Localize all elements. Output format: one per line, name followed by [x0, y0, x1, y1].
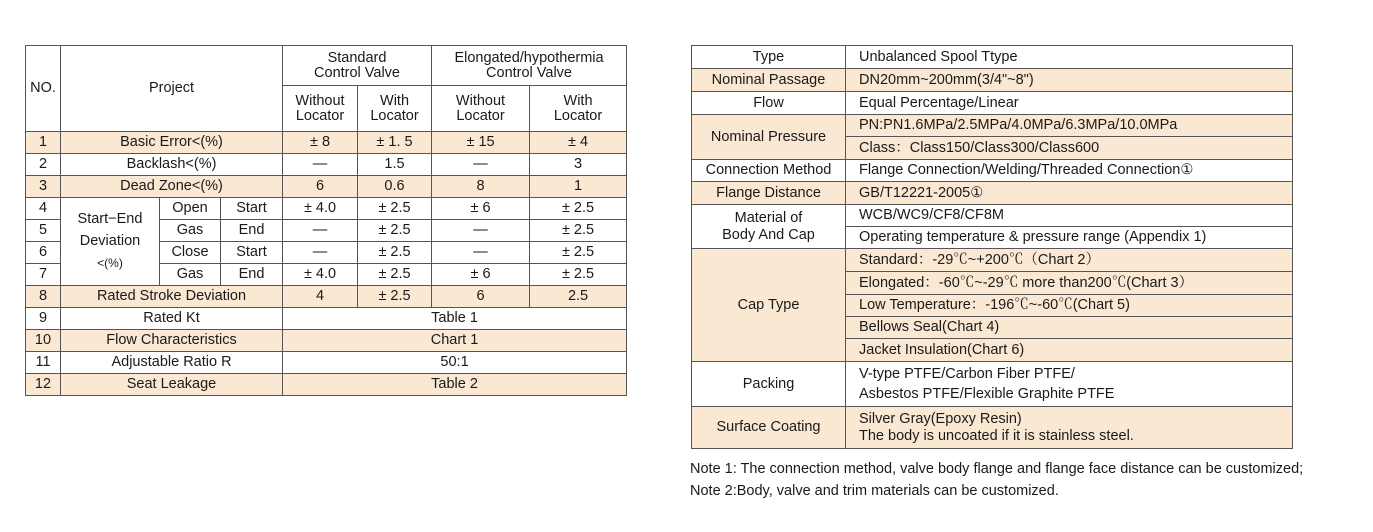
cell-value: ± 2.5 — [358, 198, 432, 220]
header-with-locator: With Locator — [358, 86, 432, 132]
deviation-type: Gas — [160, 220, 221, 242]
header-no: NO. — [26, 46, 61, 132]
spec-row-flange-distance — [692, 182, 1293, 205]
cell-value: ± 6 — [432, 198, 530, 220]
cell-value: ± 2.5 — [358, 220, 432, 242]
cell-value: 4 — [283, 286, 358, 308]
spec-label: Nominal Pressure — [692, 115, 846, 160]
row-project: Dead Zone<(%) — [61, 176, 283, 198]
row-number: 8 — [26, 286, 61, 308]
cell-value: ± 4 — [530, 132, 627, 154]
cell-value: 8 — [432, 176, 530, 198]
header-without-locator: Without Locator — [432, 86, 530, 132]
notes — [690, 458, 1303, 502]
spec-label: Flow — [692, 92, 846, 115]
cell-value: Chart 1 — [283, 330, 627, 352]
spec-row-nominal-passage — [692, 69, 1293, 92]
cell-value: 6 — [432, 286, 530, 308]
row-number: 11 — [26, 352, 61, 374]
spec-value: Low Temperature：-196℃~-60℃(Chart 5) — [846, 295, 1293, 317]
row-project: Seat Leakage — [61, 374, 283, 396]
table-row — [26, 198, 627, 220]
header-with-locator: With Locator — [530, 86, 627, 132]
deviation-position: Start — [221, 198, 283, 220]
spec-value: WCB/WC9/CF8/CF8M — [846, 205, 1293, 227]
cell-value: Table 2 — [283, 374, 627, 396]
row-number: 7 — [26, 264, 61, 286]
cell-value: — — [432, 154, 530, 176]
spec-label: Surface Coating — [692, 407, 846, 449]
spec-label: Material of Body And Cap — [692, 205, 846, 249]
table-row — [26, 154, 627, 176]
spec-value: GB/T12221-2005① — [846, 182, 1293, 205]
cell-value: Table 1 — [283, 308, 627, 330]
row-number: 1 — [26, 132, 61, 154]
row-number: 9 — [26, 308, 61, 330]
spec-value: Standard：-29℃~+200℃（Chart 2） — [846, 249, 1293, 272]
header-project: Project — [61, 46, 283, 132]
note-1: Note 1: The connection method, valve body flange and flange face distance can be customized; — [690, 461, 1304, 477]
table-row — [26, 176, 627, 198]
cell-value: — — [283, 154, 358, 176]
note-2: Note 2:Body, valve and trim materials can be customized. — [690, 483, 1059, 499]
cell-value: ± 15 — [432, 132, 530, 154]
spec-value: Flange Connection/Welding/Threaded Connection① — [846, 160, 1293, 182]
spec-row-flow — [692, 92, 1293, 115]
cell-value: ± 2.5 — [358, 286, 432, 308]
cell-value: 3 — [530, 154, 627, 176]
spec-label: Connection Method — [692, 160, 846, 182]
spec-row-type — [692, 46, 1293, 69]
deviation-position: Start — [221, 242, 283, 264]
row-project: Flow Characteristics — [61, 330, 283, 352]
table-row — [26, 308, 627, 330]
spec-value: Bellows Seal(Chart 4) — [846, 317, 1293, 339]
row-number: 4 — [26, 198, 61, 220]
row-number: 10 — [26, 330, 61, 352]
spec-label: Packing — [692, 362, 846, 407]
spec-value: Class：Class150/Class300/Class600 — [846, 137, 1293, 160]
cell-value: ± 8 — [283, 132, 358, 154]
table-row — [26, 286, 627, 308]
row-project: Rated Stroke Deviation — [61, 286, 283, 308]
spec-row-packing — [692, 362, 1293, 407]
deviation-position: End — [221, 264, 283, 286]
cell-value: 2.5 — [530, 286, 627, 308]
deviation-position: End — [221, 220, 283, 242]
row-project: Rated Kt — [61, 308, 283, 330]
header-without-locator: Without Locator — [283, 86, 358, 132]
cell-value: — — [283, 242, 358, 264]
spec-value: Equal Percentage/Linear — [846, 92, 1293, 115]
spec-value: DN20mm~200mm(3/4"~8") — [846, 69, 1293, 92]
spec-label: Nominal Passage — [692, 69, 846, 92]
performance-table — [25, 45, 627, 396]
row-number: 3 — [26, 176, 61, 198]
row-project: Backlash<(%) — [61, 154, 283, 176]
spec-row-surface-coating — [692, 407, 1293, 449]
cell-value: ± 2.5 — [530, 242, 627, 264]
specification-table — [691, 45, 1293, 449]
row-project: Basic Error<(%) — [61, 132, 283, 154]
row-number: 12 — [26, 374, 61, 396]
row-number: 2 — [26, 154, 61, 176]
cell-value: ± 4.0 — [283, 198, 358, 220]
table-row — [26, 352, 627, 374]
deviation-type: Close — [160, 242, 221, 264]
spec-value: Unbalanced Spool Ttype — [846, 46, 1293, 69]
row-number: 6 — [26, 242, 61, 264]
cell-value: 1 — [530, 176, 627, 198]
deviation-label: Start−End Deviation <(%) — [61, 198, 160, 286]
cell-value: ± 2.5 — [530, 198, 627, 220]
cell-value: ± 2.5 — [358, 264, 432, 286]
cell-value: — — [432, 242, 530, 264]
spec-value: V-type PTFE/Carbon Fiber PTFE/ Asbestos PTFE/Flexible Graphite PTFE — [846, 362, 1293, 407]
cell-value: ± 4.0 — [283, 264, 358, 286]
cell-value: 1.5 — [358, 154, 432, 176]
cell-value: ± 1. 5 — [358, 132, 432, 154]
cell-value: ± 2.5 — [530, 264, 627, 286]
table-row — [26, 132, 627, 154]
spec-label: Flange Distance — [692, 182, 846, 205]
cell-value: ± 2.5 — [530, 220, 627, 242]
spec-row-cap-type — [692, 249, 1293, 272]
spec-value: Elongated：-60℃~-29℃ more than200℃(Chart 3） — [846, 272, 1293, 295]
spec-label: Type — [692, 46, 846, 69]
cell-value: — — [432, 220, 530, 242]
cell-value: — — [283, 220, 358, 242]
cell-value: 6 — [283, 176, 358, 198]
deviation-type: Open — [160, 198, 221, 220]
deviation-type: Gas — [160, 264, 221, 286]
spec-label: Cap Type — [692, 249, 846, 362]
cell-value: ± 6 — [432, 264, 530, 286]
header-standard: Standard Control Valve — [283, 46, 432, 86]
table-row — [26, 330, 627, 352]
table-row — [26, 374, 627, 396]
spec-value: Silver Gray(Epoxy Resin) The body is uncoated if it is stainless steel. — [846, 407, 1293, 449]
header-elongated: Elongated/hypothermia Control Valve — [432, 46, 627, 86]
cell-value: ± 2.5 — [358, 242, 432, 264]
spec-row-nominal-pressure — [692, 115, 1293, 137]
spec-row-material — [692, 205, 1293, 227]
row-number: 5 — [26, 220, 61, 242]
cell-value: 50:1 — [283, 352, 627, 374]
row-project: Adjustable Ratio R — [61, 352, 283, 374]
spec-value: Jacket Insulation(Chart 6) — [846, 339, 1293, 362]
spec-value: Operating temperature & pressure range (Appendix 1) — [846, 227, 1293, 249]
cell-value: 0.6 — [358, 176, 432, 198]
spec-row-connection-method — [692, 160, 1293, 182]
spec-value: PN:PN1.6MPa/2.5MPa/4.0MPa/6.3MPa/10.0MPa — [846, 115, 1293, 137]
